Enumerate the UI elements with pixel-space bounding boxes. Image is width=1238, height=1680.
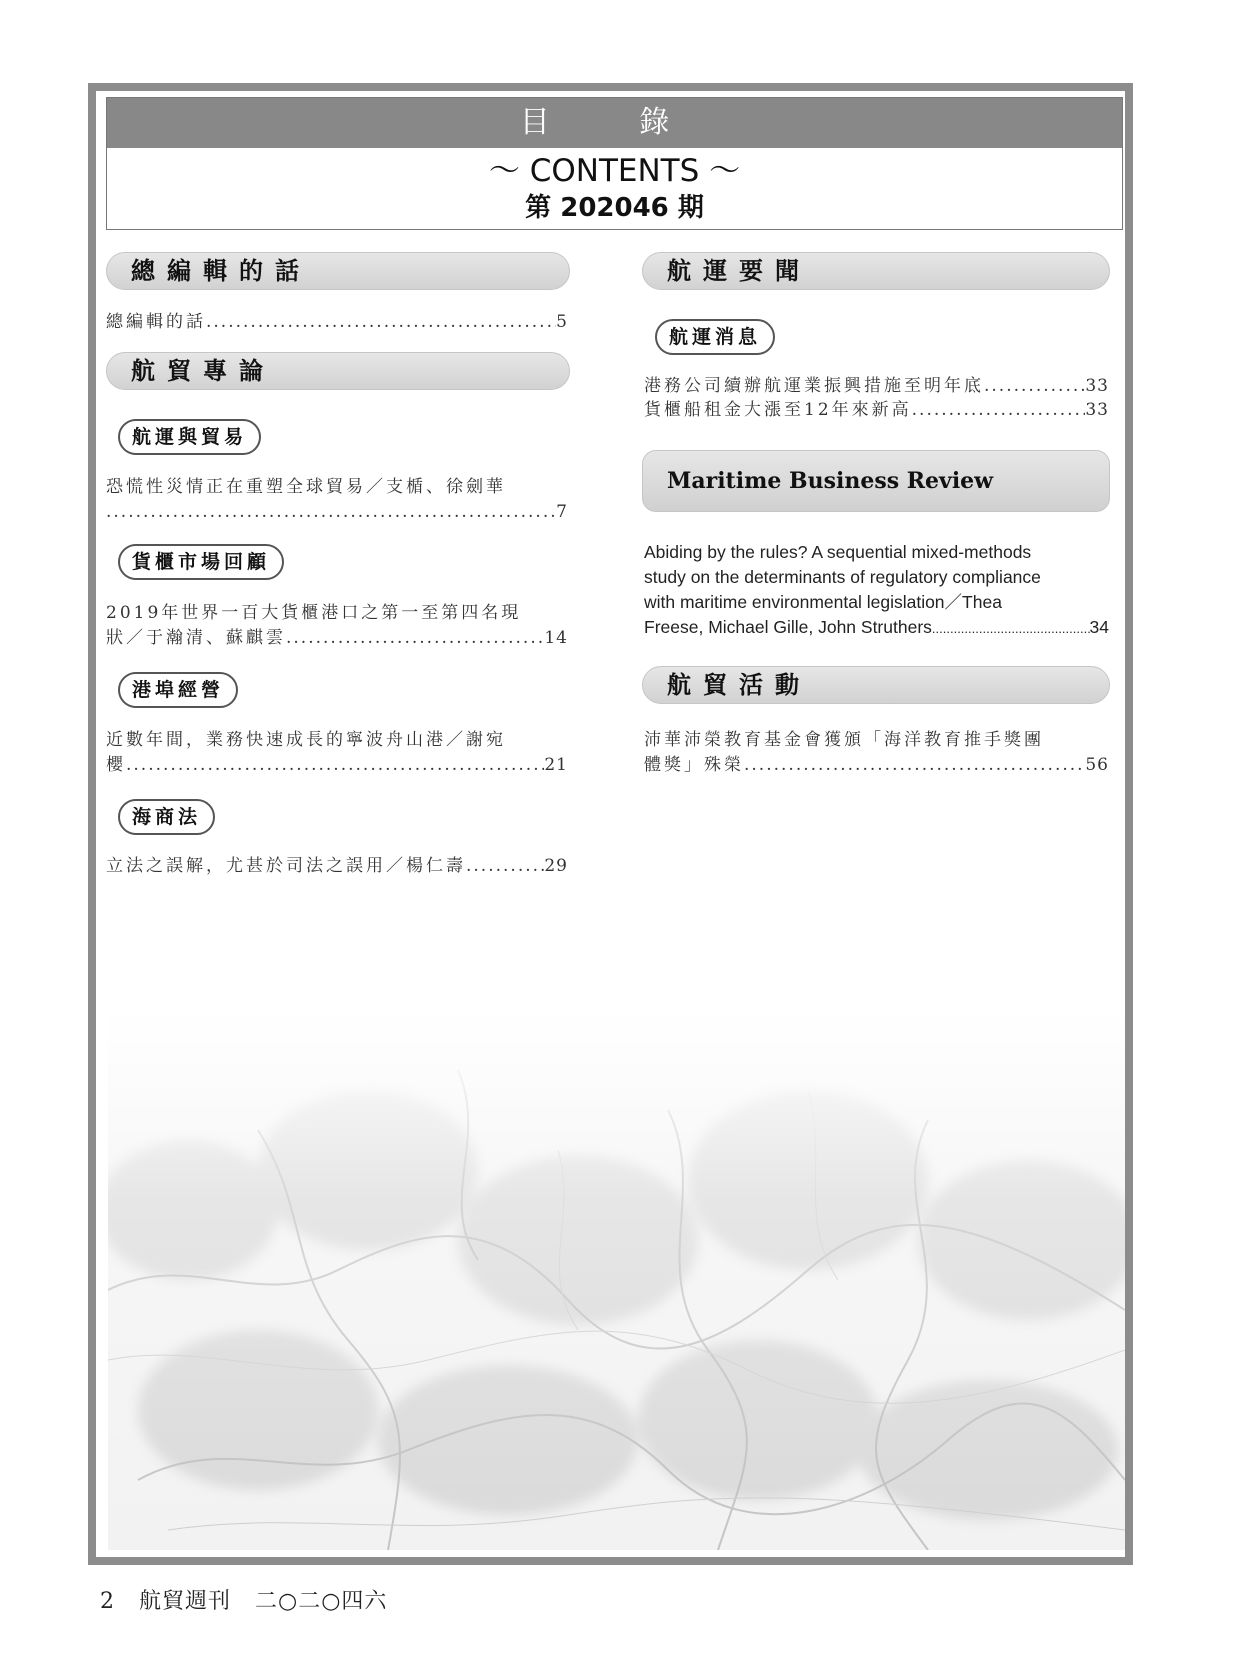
entry-page: 33 (1085, 400, 1109, 420)
page-number: 2 (100, 1589, 115, 1614)
toc-entry[interactable] (644, 374, 1109, 399)
subsection-shipping-trade: 航運與貿易 (118, 419, 261, 455)
toc-entry[interactable] (644, 728, 1109, 778)
entry-title-line3: with maritime environmental legislation／Thea (644, 592, 1002, 612)
entry-page: 5 (556, 312, 568, 332)
toc-entry[interactable] (106, 475, 568, 525)
subsection-port-operation: 港埠經營 (118, 672, 238, 708)
entry-page: 34 (1089, 617, 1109, 637)
entry-title-line2: 狀／于瀚清、蘇麒雲 (106, 628, 286, 648)
entry-title-line1: 沛華沛榮教育基金會獲頒「海洋教育推手獎團 (644, 730, 1044, 750)
contents-header (106, 97, 1123, 230)
toc-entry[interactable] (106, 728, 568, 778)
entry-title-line1: 近數年間，業務快速成長的寧波舟山港／謝宛 (106, 730, 506, 750)
marble-background-image (108, 1010, 1125, 1550)
entry-title: 總編輯的話 (106, 312, 206, 332)
contents-title-en: ～ CONTENTS ～ (488, 153, 741, 189)
toc-entry[interactable] (106, 601, 568, 651)
section-editor-note: 總編輯的話 (106, 252, 570, 290)
entry-title-line2: 體獎」殊榮 (644, 755, 744, 775)
entry-title: 貨櫃船租金大漲至12年來新高 (644, 400, 912, 420)
toc-entry[interactable] (644, 540, 1109, 641)
section-maritime-business-review: Maritime Business Review (642, 450, 1110, 512)
toc-entry[interactable] (644, 398, 1109, 423)
section-trade-commentary: 航貿專論 (106, 352, 570, 390)
publication-name: 航貿週刊 (139, 1589, 232, 1614)
contents-title-zh: 目 錄 (107, 98, 1122, 148)
subsection-maritime-law: 海商法 (118, 799, 215, 835)
entry-title: 港務公司續辦航運業振興措施至明年底 (644, 376, 984, 396)
subsection-shipping-messages: 航運消息 (655, 319, 775, 355)
entry-page: 29 (544, 856, 568, 876)
footer-issue: 二○二○四六 (255, 1589, 388, 1614)
entry-page: 21 (544, 755, 568, 775)
entry-title-line1: 2019年世界一百大貨櫃港口之第一至第四名現 (106, 603, 522, 623)
toc-entry[interactable] (106, 854, 568, 879)
issue-number: 第 202046 期 (525, 193, 704, 223)
page-footer (100, 1584, 411, 1615)
entry-title: 立法之誤解，尤甚於司法之誤用／楊仁壽 (106, 856, 466, 876)
entry-title-line2: 櫻 (106, 755, 126, 775)
entry-title-line2: study on the determinants of regulatory compliance (644, 567, 1041, 587)
section-trade-activities: 航貿活動 (642, 666, 1110, 704)
entry-page: 56 (1085, 755, 1109, 775)
section-shipping-news: 航運要聞 (642, 252, 1110, 290)
entry-title-line1: Abiding by the rules? A sequential mixed-methods (644, 542, 1032, 562)
entry-title: 恐慌性災情正在重塑全球貿易／支楯、徐劍華 (106, 477, 506, 497)
entry-page: 33 (1085, 376, 1109, 396)
toc-entry[interactable] (106, 310, 568, 335)
entry-title-line4: Freese, Michael Gille, John Struthers (644, 617, 932, 637)
entry-page: 7 (556, 502, 568, 522)
subsection-container-market: 貨櫃市場回顧 (118, 544, 284, 580)
entry-page: 14 (544, 628, 568, 648)
